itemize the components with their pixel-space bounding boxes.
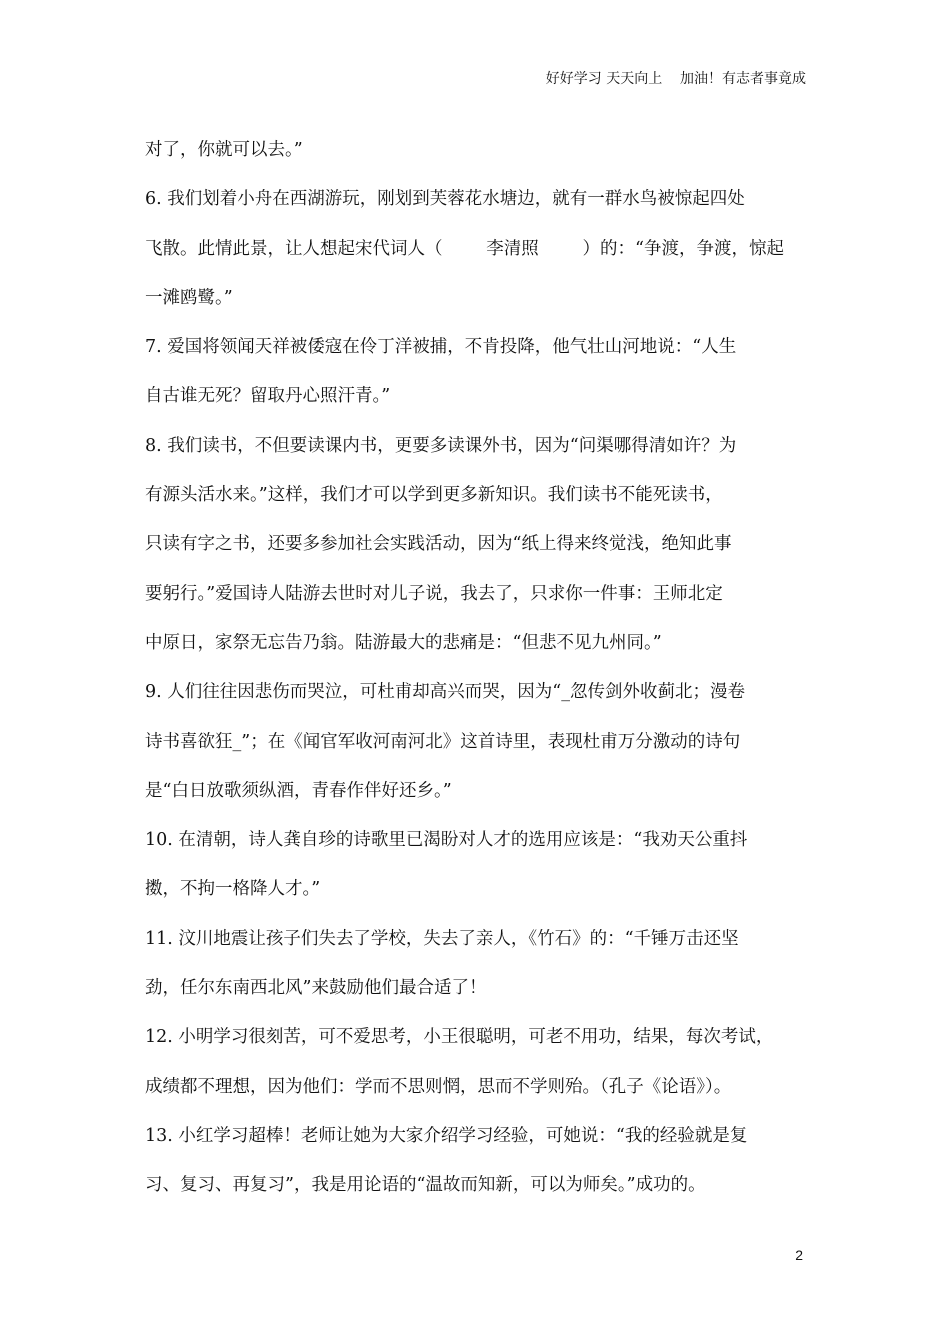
page-number: 2: [795, 1247, 803, 1263]
text-line: 一滩鸥鹭。”: [145, 287, 233, 308]
text-line: 11. 汶川地震让孩子们失去了学校，失去了亲人，《竹石》的：“千锤万击还坚: [145, 928, 739, 949]
text-line: 只读有字之书，还要多参加社会实践活动，因为“纸上得来终觉浅，绝知此事: [145, 534, 732, 555]
text-line: 对了，你就可以去。”: [145, 140, 303, 160]
text-line: 中原日，家祭无忘告乃翁。陆游最大的悲痛是：“但悲不见九州同。”: [145, 632, 662, 653]
text-line: 7. 爱国将领闻天祥被倭寇在伶丁洋被捕，不肯投降，他气壮山河地说：“人生: [145, 337, 737, 358]
text-line: 习、复习、再复习”，我是用论语的“温故而知新，可以为师矣。”成功的。: [145, 1175, 706, 1196]
answer-blank: 李清照: [486, 238, 539, 259]
document-body: [145, 126, 815, 1211]
text-line: 诗书喜欲狂_”；在《闻官军收河南河北》这首诗里，表现杜甫万分激动的诗句: [145, 731, 741, 752]
header-motto: 好好学习 天天向上 加油！有志者事竟成: [545, 71, 806, 87]
text-line: 6. 我们划着小舟在西湖游玩，刚划到芙蓉花水塘边，就有一群水鸟被惊起四处: [145, 189, 745, 210]
text-line: 擞，不拘一格降人才。”: [145, 879, 321, 900]
text-line: 有源头活水来。”这样，我们才可以学到更多新知识。我们读书不能死读书，: [145, 485, 723, 506]
text-line: 自古谁无死？留取丹心照汗青。”: [145, 386, 391, 407]
text-line: 要躬行。”爱国诗人陆游去世时对儿子说，我去了，只求你一件事：王师北定: [145, 583, 723, 604]
text-line: 12. 小明学习很刻苦，可不爱思考，小王很聪明，可老不用功，结果，每次考试，: [145, 1027, 774, 1048]
text-line: 劲，任尔东南西北风”来鼓励他们最合适了！: [145, 978, 487, 999]
text-line: 13. 小红学习超棒！老师让她为大家介绍学习经验，可她说：“我的经验就是复: [145, 1125, 748, 1146]
text-line-with-answer: [145, 225, 815, 274]
text-line: 10. 在清朝，诗人龚自珍的诗歌里已渴盼对人才的选用应该是：“我劝天公重抖: [145, 830, 748, 851]
text-line: 是“白日放歌须纵酒，青春作伴好还乡。”: [145, 780, 452, 801]
text-line: 成绩都不理想，因为他们：学而不思则惘，思而不学则殆。（孔子《论语》）。: [145, 1076, 732, 1097]
text-segment: ）的：“争渡，争渡，惊起: [582, 238, 784, 259]
text-line: 9. 人们往往因悲伤而哭泣，可杜甫却高兴而哭，因为“_忽传剑外收蓟北；漫卷: [145, 682, 745, 703]
text-line: 8. 我们读书，不但要读课内书，更要多读课外书，因为“问渠哪得清如许？为: [145, 435, 737, 456]
text-segment: 飞散。此情此景，让人想起宋代词人（: [145, 238, 443, 259]
